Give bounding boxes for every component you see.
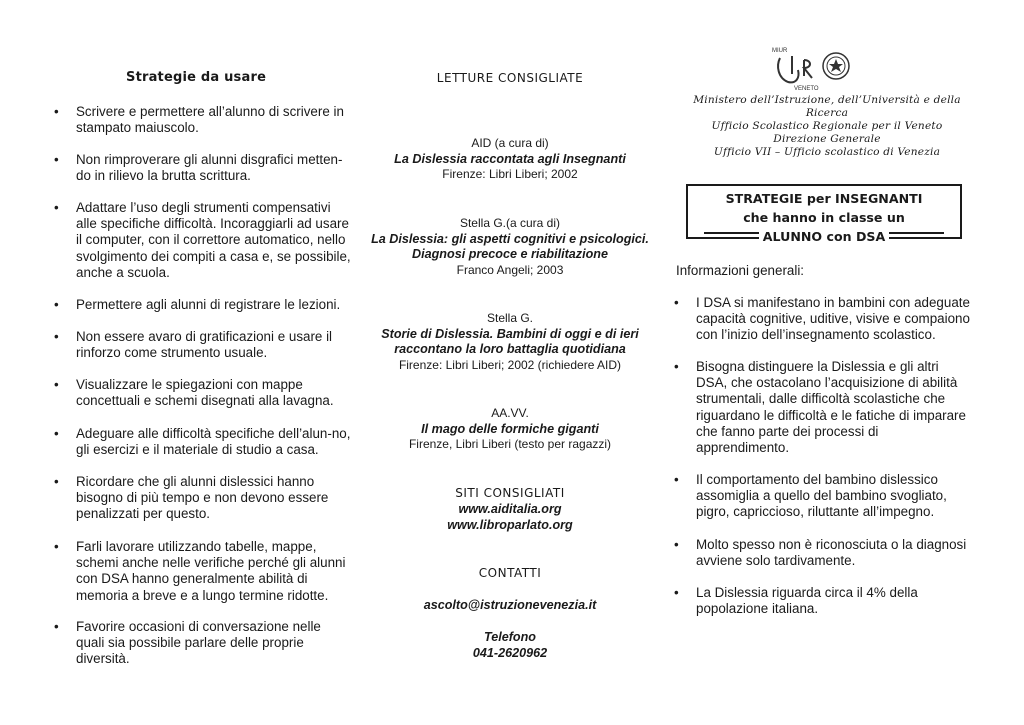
list-item: • Visualizzare le spiegazioni con mappe concettuali e schemi disegnati alla lavagna.	[52, 377, 352, 409]
strategies-heading: Strategie da usare	[126, 70, 267, 85]
ministry-line: Ministero dell’Istruzione, dell’Università e della Ricerca	[693, 94, 961, 119]
title-line-1: STRATEGIE per INSEGNANTI	[725, 191, 923, 206]
book-entry	[352, 136, 668, 183]
book-editor: Stella G.	[486, 311, 534, 325]
book-editor: Stella G.(a cura di)	[459, 216, 561, 230]
book-entry	[352, 311, 668, 373]
list-item: • Adeguare alle difficoltà specifiche dell’alun-no, gli esercizi e il materiale di studio a casa.	[52, 426, 352, 458]
book-editor: AID (a cura di)	[471, 136, 549, 150]
book-title: Storie di Dislessia. Bambini di oggi e di ieri raccontano la loro battaglia quotidiana	[381, 326, 639, 357]
book-title: Il mago delle formiche giganti	[421, 421, 599, 436]
contacts-heading: CONTATTI	[478, 566, 542, 580]
list-item: • Il comportamento del bambino dislessico assomiglia a quello del bambino svogliato, pigro, capriccioso, riluttante all’impegno.	[672, 472, 972, 521]
contact-phone[interactable]: 041-2620962	[472, 646, 548, 660]
sites-heading: SITI CONSIGLIATI	[455, 486, 565, 500]
list-item: • Non essere avaro di gratificazioni e usare il rinforzo come strumento usuale.	[52, 329, 352, 361]
site-link-aiditalia[interactable]: www.aiditalia.org	[458, 502, 562, 516]
book-title: La Dislessia raccontata agli Insegnanti	[394, 151, 626, 166]
svg-text:VENETO: VENETO	[794, 86, 819, 92]
book-entry	[352, 216, 668, 278]
emblem-icon	[823, 53, 849, 79]
readings-heading: LETTURE CONSIGLIATE	[436, 71, 584, 85]
brochure-title-box	[686, 184, 962, 244]
book-publisher: Firenze, Libri Liberi (testo per ragazzi)	[408, 437, 612, 452]
list-item: • Favorire occasioni di conversazione nelle quali sia possibile parlare delle proprie diversità.	[52, 619, 352, 668]
list-item: • Farli lavorare utilizzando tabelle, mappe, schemi anche nelle verifiche perché gli alunni con DSA hanno generalmente abilità di memoria a breve e a lungo termine ridotte.	[52, 539, 352, 604]
list-item: • La Dislessia riguarda circa il 4% della popolazione italiana.	[672, 585, 972, 617]
book-publisher: Franco Angeli; 2003	[456, 262, 564, 277]
ministry-line: Direzione Generale	[773, 133, 881, 145]
list-item: • I DSA si manifestano in bambini con adeguate capacità cognitive, uditive, visive e compaiono con l’inizio dell’insegnamento scolastico.	[672, 295, 972, 344]
ministry-header	[672, 94, 982, 159]
list-item: • Molto spesso non è riconosciuta o la diagnosi avviene solo tardivamente.	[672, 537, 972, 569]
book-publisher: Firenze: Libri Liberi; 2002 (richiedere AID)	[398, 357, 622, 372]
info-heading: Informazioni generali:	[676, 263, 805, 278]
book-entry	[352, 406, 668, 453]
miur-logo	[770, 44, 860, 92]
phone-label: Telefono	[483, 630, 536, 644]
list-item: • Bisogna distinguere la Dislessia e gli altri DSA, che ostacolano l’acquisizione di abilità strumentali, dalle difficoltà scolastiche che riguardano le difficoltà e le fatiche di imparare che fanno parte dei processi di apprendimento.	[672, 359, 972, 456]
book-publisher: Firenze: Libri Liberi; 2002	[442, 167, 578, 182]
list-item: • Ricordare che gli alunni dislessici hanno bisogno di più tempo e non devono essere penalizzati per questo.	[52, 474, 352, 523]
title-line-2: che hanno in classe un	[743, 210, 905, 225]
book-editor: AA.VV.	[491, 406, 529, 420]
ministry-line: Ufficio VII – Ufficio scolastico di Venezia	[713, 146, 941, 158]
title-line-3: ALUNNO con DSA	[759, 227, 889, 246]
svg-text:MIUR: MIUR	[772, 48, 788, 54]
list-item: • Permettere agli alunni di registrare le lezioni.	[52, 297, 352, 313]
contact-email[interactable]: ascolto@istruzionevenezia.it	[423, 598, 597, 612]
miur-veneto-logo-icon	[770, 44, 860, 92]
ministry-line: Ufficio Scolastico Regionale per il Veneto	[711, 120, 943, 132]
list-item: • Adattare l’uso degli strumenti compensativi alle specifiche difficoltà. Incoraggiarli ad usare il computer, con il correttore automatico, nello svolgimento dei compiti a casa e, se possibile, anche a scuola.	[52, 200, 352, 281]
book-title: La Dislessia: gli aspetti cognitivi e psicologici. Diagnosi precoce e riabilitazione	[371, 231, 649, 262]
site-link-libroparlato[interactable]: www.libroparlato.org	[447, 518, 573, 532]
list-item: • Non rimproverare gli alunni disgrafici metten-do in rilievo la brutta scrittura.	[52, 152, 352, 184]
list-item: • Scrivere e permettere all’alunno di scrivere in stampato maiuscolo.	[52, 104, 352, 136]
